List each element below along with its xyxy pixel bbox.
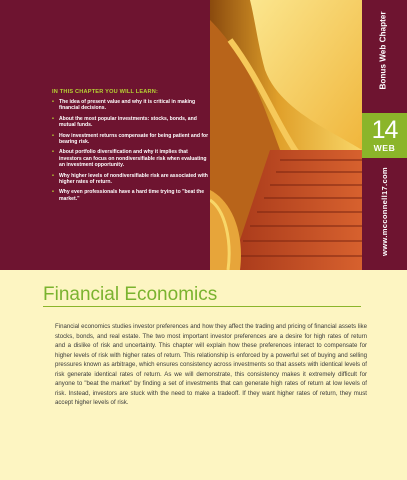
bonus-web-chapter-label: Bonus Web Chapter [378, 11, 388, 90]
intro-paragraph: Financial economics studies investor preferences and how they affect the trading and pricing of financial assets like stocks, bonds, and real estate. The two most important investor preferences are a desire for high rates of return and a dislike of risk and uncertainty. This chapter will explain how these preferences interact to compensate for higher levels of risk with higher rates of return. This relationship is enforced by a powerful set of buying and selling pressures known as arbitrage, which ensures consistency across investments so that assets with identical levels of risk generate identical rates of return. As we will demonstrate, this consistency makes it extremely difficult for anyone to "beat the market" by finding a set of investments that can generate high rates of return at low levels of risk. Instead, investors are stuck with the need to make a tradeoff. If they want higher rates of return, they must accept higher levels of risk. [55, 323, 367, 406]
list-item: • The idea of present value and why it is critical in making financial decisions. [52, 99, 196, 112]
list-item: • Why higher levels of nondiversifiable risk are associated with higher rates of return. [52, 172, 208, 186]
bullet-icon: • [52, 149, 54, 156]
chapter-web-tag: WEB [373, 143, 396, 153]
list-item: • About portfolio diversification and why it implies that investors can focus on nondiversifiable risk when evaluating an investment opportunity. [52, 149, 207, 169]
bullet-icon: • [52, 115, 54, 122]
chapter-number: 14 [371, 116, 398, 144]
learning-objectives [52, 89, 210, 206]
learning-objectives-heading: IN THIS CHAPTER YOU WILL LEARN: [52, 89, 159, 95]
title-divider [43, 306, 361, 307]
chapter-title: Financial Economics [43, 284, 218, 305]
website-url: www.mcconnell17.com [380, 167, 389, 256]
list-item: • Why even professionals have a hard time trying to "beat the market." [52, 189, 205, 202]
list-item: • About the most popular investments: stocks, bonds, and mutual funds. [52, 115, 197, 129]
list-item: • How investment returns compensate for being patient and for bearing risk. [52, 132, 209, 146]
spiral-staircase-photo [210, 0, 362, 270]
bullet-icon: • [52, 172, 54, 179]
bullet-icon: • [52, 189, 54, 196]
bullet-icon: • [52, 99, 54, 105]
learning-objectives-list [52, 99, 210, 202]
bullet-icon: • [52, 132, 54, 139]
